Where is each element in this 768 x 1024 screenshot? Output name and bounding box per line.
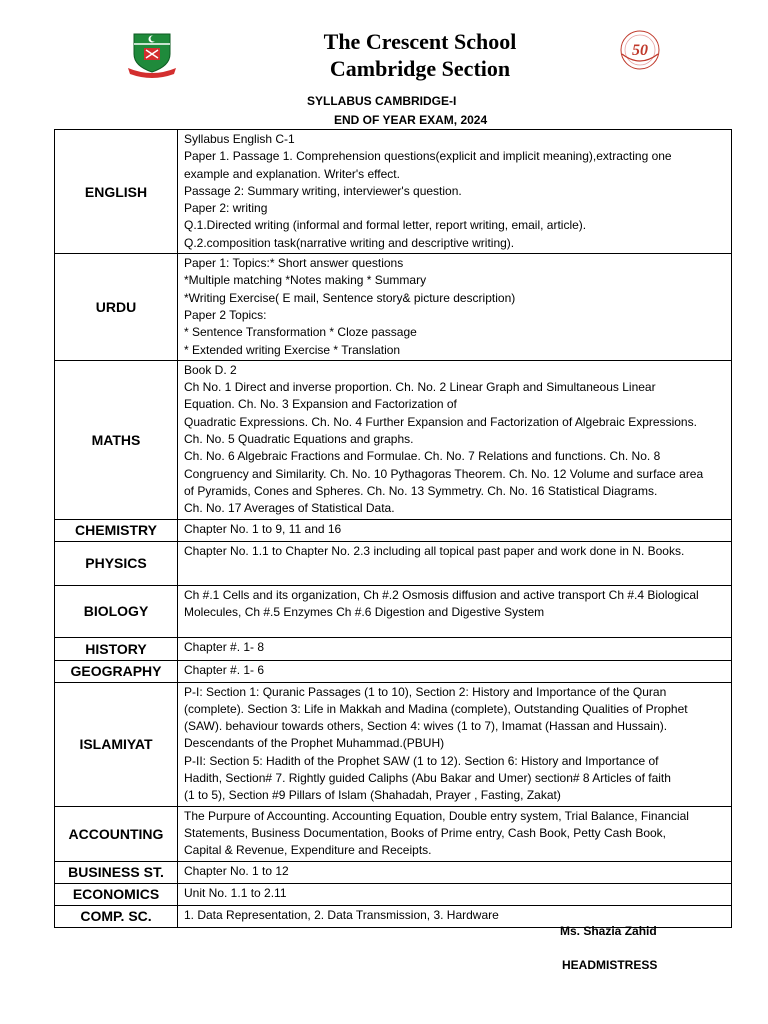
syllabus-line: Capital & Revenue, Expenditure and Receipts. (184, 843, 432, 858)
syllabus-row (55, 130, 732, 254)
syllabus-line: Congruency and Similarity. Ch. No. 10 Pythagoras Theorem. Ch. No. 12 Volume and surface area (184, 466, 704, 481)
subject-name: URDU (55, 254, 178, 361)
syllabus-line: Passage 2: Summary writing, interviewer's question. (184, 183, 462, 198)
syllabus-row (55, 806, 732, 861)
emblem-number: 50 (632, 42, 648, 59)
subject-name: ECONOMICS (55, 883, 178, 905)
syllabus-row (55, 682, 732, 806)
syllabus-line: *Writing Exercise( E mail, Sentence story& picture description) (184, 290, 516, 305)
subject-name: HISTORY (55, 637, 178, 660)
subject-name: MATHS (55, 360, 178, 519)
syllabus-line: * Sentence Transformation * Cloze passage (184, 325, 417, 340)
section-name: Cambridge Section (329, 56, 511, 81)
syllabus-content (178, 519, 732, 541)
syllabus-line: Chapter #. 1- 8 (184, 639, 265, 654)
syllabus-line: Ch. No. 6 Algebraic Fractions and Formulae. Ch. No. 7 Relations and functions. Ch. No. 8 (184, 449, 661, 464)
syllabus-row (55, 637, 732, 660)
syllabus-line: Q.1.Directed writing (informal and formal letter, report writing, email, article). (184, 218, 587, 233)
syllabus-content (178, 883, 732, 905)
syllabus-line: P-I: Section 1: Quranic Passages (1 to 10), Section 2: History and Importance of the Quran (184, 684, 667, 699)
subject-name: BIOLOGY (55, 585, 178, 637)
syllabus-line: 1. Data Representation, 2. Data Transmission, 3. Hardware (184, 907, 499, 922)
subject-name: BUSINESS ST. (55, 861, 178, 883)
syllabus-content (178, 130, 732, 254)
syllabus-line: Hadith, Section# 7. Rightly guided Caliphs (Abu Bakar and Umer) section# 8 Articles of faith (184, 771, 671, 786)
syllabus-row (55, 883, 732, 905)
syllabus-line: Chapter No. 1 to 9, 11 and 16 (184, 521, 342, 536)
signatory-name: Ms. Shazia Zahid (560, 924, 657, 938)
syllabus-line: (complete). Section 3: Life in Makkah and Madina (complete), Outstanding Qualities of Prophet (184, 701, 688, 716)
subject-name: CHEMISTRY (55, 519, 178, 541)
syllabus-content (178, 360, 732, 519)
syllabus-line: P-II: Section 5: Hadith of the Prophet SAW (1 to 12). Section 6: History and Importance of (184, 753, 659, 768)
syllabus-line: Unit No. 1.1 to 2.11 (184, 885, 287, 900)
syllabus-line: example and explanation. Writer's effect. (184, 166, 400, 181)
syllabus-line: Paper 1. Passage 1. Comprehension questions(explicit and implicit meaning),extracting one (184, 149, 672, 164)
syllabus-line: Ch #.1 Cells and its organization, Ch #.2 Osmosis diffusion and active transport Ch #.4 Biological (184, 587, 699, 602)
syllabus-line: Paper 2 Topics: (184, 307, 267, 322)
syllabus-line: Descendants of the Prophet Muhammad.(PBUH) (184, 736, 445, 751)
syllabus-line: Ch. No. 5 Quadratic Equations and graphs. (184, 432, 414, 447)
syllabus-content (178, 254, 732, 361)
syllabus-row (55, 360, 732, 519)
syllabus-line: (SAW). behaviour towards others, Section 4: wives (1 to 7), Imamat (Hassan and Hussain). (184, 719, 668, 734)
syllabus-row (55, 660, 732, 682)
syllabus-line: Paper 1: Topics:* Short answer questions (184, 256, 404, 271)
syllabus-line: Ch No. 1 Direct and inverse proportion. Ch. No. 2 Linear Graph and Simultaneous Linear (184, 380, 656, 395)
syllabus-line: Equation. Ch. No. 3 Expansion and Factorization of (184, 397, 457, 412)
syllabus-line: * Extended writing Exercise * Translation (184, 342, 401, 357)
syllabus-content (178, 541, 732, 585)
exam-title: END OF YEAR EXAM, 2024 (334, 113, 488, 127)
signatory-title: HEADMISTRESS (562, 958, 658, 972)
syllabus-line: Q.2.composition task(narrative writing and descriptive writing). (184, 235, 515, 250)
school-name: The Crescent School (323, 29, 517, 54)
syllabus-line: Chapter No. 1.1 to Chapter No. 2.3 including all topical past paper and work done in N. Books. (184, 543, 685, 558)
syllabus-line: Paper 2: writing (184, 201, 268, 216)
syllabus-row (55, 519, 732, 541)
syllabus-line: The Purpure of Accounting. Accounting Equation, Double entry system, Trial Balance, Financial (184, 808, 689, 823)
syllabus-content (178, 637, 732, 660)
syllabus-row (55, 585, 732, 637)
subject-name: ENGLISH (55, 130, 178, 254)
syllabus-content (178, 585, 732, 637)
school-crest-icon (126, 30, 178, 78)
syllabus-row (55, 541, 732, 585)
syllabus-line: Quadratic Expressions. Ch. No. 4 Further Expansion and Factorization of Algebraic Expressions. (184, 414, 697, 429)
subject-name: ACCOUNTING (55, 806, 178, 861)
syllabus-line: Syllabus English C-1 (184, 132, 295, 146)
syllabus-row (55, 254, 732, 361)
50-years-anniversary-emblem-icon (612, 30, 668, 72)
subject-name: ISLAMIYAT (55, 682, 178, 806)
syllabus-line: Statements, Business Documentation, Books of Prime entry, Cash Book, Petty Cash Book, (184, 825, 667, 840)
syllabus-line: Molecules, Ch #.5 Enzymes Ch #.6 Digestion and Digestive System (184, 604, 545, 619)
syllabus-table (54, 129, 732, 928)
syllabus-title: SYLLABUS CAMBRIDGE-I (307, 94, 457, 108)
syllabus-line: (1 to 5), Section #9 Pillars of Islam (Shahadah, Prayer , Fasting, Zakat) (184, 788, 561, 803)
subject-name: COMP. SC. (55, 905, 178, 927)
syllabus-line: of Pyramids, Cones and Spheres. Ch. No. 13 Symmetry. Ch. No. 16 Statistical Diagrams. (184, 483, 658, 498)
syllabus-line: Ch. No. 17 Averages of Statistical Data. (184, 501, 395, 516)
subject-name: PHYSICS (55, 541, 178, 585)
syllabus-line: Book D. 2 (184, 362, 237, 377)
syllabus-line: *Multiple matching *Notes making * Summary (184, 273, 427, 288)
syllabus-line: Chapter #. 1- 6 (184, 662, 265, 677)
syllabus-row (55, 861, 732, 883)
syllabus-content (178, 660, 732, 682)
syllabus-line: Chapter No. 1 to 12 (184, 863, 289, 878)
syllabus-content (178, 861, 732, 883)
syllabus-content (178, 806, 732, 861)
syllabus-content (178, 682, 732, 806)
subject-name: GEOGRAPHY (55, 660, 178, 682)
